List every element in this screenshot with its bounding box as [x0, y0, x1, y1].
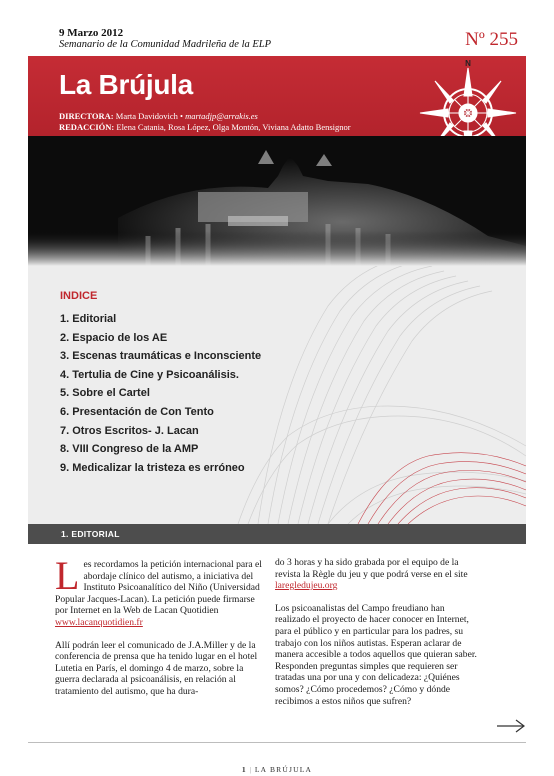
publication-subtitle: Semanario de la Comunidad Madrileña de la ELP	[59, 39, 272, 50]
director-email[interactable]: martadjp@arrakis.es	[185, 111, 258, 121]
article-column-left	[55, 553, 263, 698]
article-paragraph	[55, 553, 263, 617]
footer-separator: |	[249, 765, 252, 774]
arrow-right-icon[interactable]	[496, 718, 526, 734]
director-name: Marta Davidovich	[115, 111, 178, 121]
page-number: 1	[241, 765, 246, 774]
article-paragraph-2: Allí podrán leer el comunicado de J.A.Miller y de la conferencia de prensa que ha tenido lugar en el hotel Lutetia en París, el domingo 4 de marzo, sobre la guerra declarada al psicoanálisis, en relación al tratamiento del autismo, que ha dura-	[55, 639, 258, 697]
article-paragraph-3: do 3 horas y ha sido grabada por el equipo de la revista la Règle du jeu y que podrá verse en el site	[275, 557, 468, 580]
article-paragraph-text: es recordamos la petición internacional para el abordaje clínico del autismo, a iniciativa del Instituto Psicoanalítico del Niño (Universidad Popular Jacques-Lacan). La petición puede firmarse por Internet en la Web de Lacan Quotidien	[55, 559, 262, 617]
section-title: 1. EDITORIAL	[61, 529, 120, 539]
redaccion-label: REDACCIÓN:	[59, 122, 115, 132]
issue-number: Nº 255	[465, 29, 518, 50]
index-list	[60, 310, 261, 477]
article-paragraph-4: Los psicoanalistas del Campo freudiano han realizado el proyecto de hacer conocer en Internet, para el público y en particular para los padres, su trabajo con los niños autistas. Esperan aclarar de manera accesible a todos aquellos que quieran saber. Responden preguntas simples que requieren ser tratadas una por una y con delicadeza: ¿Quiénes somos? ¿Cómo procedemos? ¿Cómo y dónde recibimos a estos niños que sufren?	[275, 602, 477, 707]
masthead-title: La Brújula	[59, 69, 193, 100]
index-item-espacio-ae[interactable]: 2. Espacio de los AE	[60, 331, 168, 344]
laregledujeu-link[interactable]: laregledujeu.org	[275, 580, 338, 592]
redaccion-names: Elena Catania, Rosa López, Olga Montón, Viviana Adatto Bensignor	[116, 122, 351, 132]
drop-cap: L	[55, 553, 80, 598]
index-item-congreso-amp[interactable]: 8. VIII Congreso de la AMP	[60, 443, 199, 456]
footer-divider	[28, 742, 526, 743]
header-photo	[28, 136, 526, 266]
redaccion-credit	[59, 122, 351, 132]
director-separator: •	[177, 111, 186, 121]
index-item-editorial[interactable]: 1. Editorial	[60, 313, 117, 325]
index-item-escenas-traumaticas[interactable]: 3. Escenas traumáticas e Inconsciente	[60, 350, 262, 363]
index-panel	[28, 266, 526, 524]
compass-north-letter: N	[465, 59, 471, 68]
article-column-right	[275, 557, 477, 707]
index-item-medicalizar-tristeza[interactable]: 9. Medicalizar la tristeza es erróneo	[60, 461, 245, 474]
page-footer	[0, 765, 554, 774]
index-item-sobre-cartel[interactable]: 5. Sobre el Cartel	[60, 387, 150, 400]
director-credit	[59, 111, 258, 121]
index-item-con-tento[interactable]: 6. Presentación de Con Tento	[60, 405, 214, 418]
section-header-bar	[28, 524, 526, 544]
index-item-tertulia-cine[interactable]: 4. Tertulia de Cine y Psicoanálisis.	[60, 368, 239, 381]
index-item-otros-escritos[interactable]: 7. Otros Escritos- J. Lacan	[60, 424, 199, 437]
lacanquotidien-link[interactable]: www.lacanquotidien.fr	[55, 616, 143, 628]
director-label: DIRECTORA:	[59, 111, 114, 121]
issue-date: 9 Marzo 2012	[59, 27, 124, 39]
building-photo-image	[28, 136, 526, 266]
footer-publication-name: LA BRÚJULA	[254, 765, 313, 774]
index-title: INDICE	[60, 290, 98, 302]
